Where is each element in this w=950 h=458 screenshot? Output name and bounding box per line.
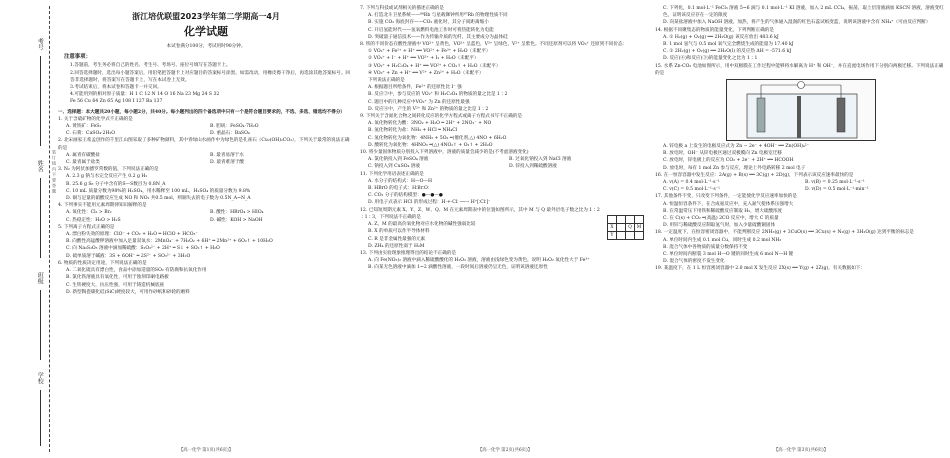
question-stem: 2. 北宋画家王希孟创作的千里江山图采取了多种矿物颜料，其中青绿山水画作中为绿色的是孔雀石（Cu₂(OH)₂CO₃），下列关于最常的说法正确的是 (58, 138, 350, 151)
option-a: A. 水分子的结构式：H—O—H (368, 178, 432, 184)
option-b: B. 1 mol 氢气与 0.5 mol 氧气完全燃烧生成的能量为 17.40 kJ (663, 42, 794, 48)
question-stem: 8. 铁的不同价态在酸性溶液中 VO²⁺ 呈黄色，VO²⁺ 呈蓝色，V³⁺ 呈绿色，V²⁺ 呈紫色。不同还原剂可以将 VO₂⁺ 还原到不同价态： (360, 42, 628, 48)
option-c: C. 单位时间内断裂 3 mol H—O 键的同时生成 6 mol N—H 键 (663, 252, 794, 258)
grid-cell (617, 216, 626, 224)
option-a: A. 单位时间内生成 0.1 mol Cu，同时生成 0.2 mol NH₃ (663, 237, 782, 243)
option-a: A. 氧化物转化为酸：3NO₂ + H₂O ═ 2H⁺ + 2NO₃⁻ + NO (368, 121, 492, 127)
battery-diagram (726, 79, 876, 141)
grid-cell (617, 224, 626, 232)
option-a: A. Z、M 的最高价氧化物对应水化物的碱性强弱比较 (368, 222, 476, 228)
option-d: D. 向某盐溶液中加入 NaOH 溶液，加热，将产生的气体通入湿润的红色石蕊试纸变蓝，说明该溶液中含有 NH₄⁺（可由反应判断） (663, 20, 931, 26)
question-4 (58, 202, 354, 224)
grid-cell: Q (626, 224, 635, 232)
option-d: D. 突破量子通信技术——作为传输介质的光纤，其主要成分为晶体硅 (368, 34, 508, 40)
option-a: A. 漂白粉失效的原理：ClO⁻ + CO₂ + H₂O ═ HClO + HCO₃⁻ (66, 232, 198, 238)
option-a: A. 氯化钠投入到 FeSO₄ 溶液 (368, 157, 429, 163)
question-stem: 15. 水系 Zn-CO₂ 电池如图所示，用中双极膜在工作过程中能够将水解离为 H⁺ 和 OH⁻，并在直流电场作用下分别向两极迁移。下列说法正确的是 (655, 63, 944, 76)
option-c: C. CO₂ 分子的结构模型：●—●—● (368, 193, 443, 199)
grid-cell (617, 232, 626, 240)
reaction-1: ① VO₂⁺ + Fe²⁺ + H⁺ ══ VO²⁺ + Fe³⁺ + H₂O（未配平） (368, 49, 491, 55)
option-d: D. 混合气体的密度不发生变化 (663, 259, 725, 265)
question-stem: 10. 将少量固体物质分别投入下列溶液中，溶液的质量会减少的是(不考虑溶液变化) (360, 150, 529, 156)
question-stem: 18. 一定温度下，在恒容密闭容器中，不能判断反应 2NH₃(g) + 3CuO(s) ══ 3Cu(s) + N₂(g) + 3H₂O(g) 达到平衡的标志是 (655, 230, 914, 236)
grid-cell: M (635, 224, 644, 232)
option-c: C. v(C) = 0.5 mol·L⁻¹·s⁻¹ (663, 187, 720, 193)
option-c: C. 热稳定性：H₂O > H₂S (66, 217, 121, 223)
question-2 (58, 137, 354, 166)
option-a: A. v(A) = 0.4 mol·L⁻¹·s⁻¹ (663, 180, 720, 186)
option-b: B. 氯化铁溶液具有氧化性，可用于蚀刻印刷电路板 (66, 275, 169, 281)
option-c: C. 下列化，0.1 mol·L⁻¹ FeCl₃ 溶液 5~6 滴与 0.1 mol·L⁻¹ KI 溶液，加入 2 mL CCl₄，振荡，取上层清液滴加 KSCN 溶液，溶液变红色，证明该反应存在一定的限度 (663, 6, 944, 19)
question-stem: 11. 下列化学用语表述正确的是 (360, 171, 424, 177)
page-footer: 【高一化学 第1页(共6页)】 (178, 447, 234, 453)
question-16 (655, 172, 947, 194)
question-stem: 6. 物质的性质决定用途，下列说法正确的是 (58, 260, 147, 266)
notes-item: 4.可能用到的相对原子质量：H 1 C 12 N 14 O 16 Na 23 Mg 24 S 32 (70, 92, 220, 98)
margin-fill-line (40, 390, 41, 446)
grid-cell (635, 232, 644, 240)
option-a: A. 属青有碳酸盐 (66, 152, 100, 158)
question-15 (655, 63, 947, 172)
question-stem: 4. 下列事实不能用元素周期律知识解释的是 (58, 203, 147, 209)
question-17 (655, 193, 947, 229)
question-stem: 19. 某温度下，在 1 L 恒容密闭容器中 2.0 mol X 发生反应 2X(s) ══ Y(g) + 2Z(g)，有关数据如下： (655, 266, 865, 272)
reaction-4: ④ VO₂⁺ + Zn + H⁺ ══ V²⁺ + Zn²⁺ + H₂O（未配平） (368, 70, 484, 76)
reaction-3: ③ VO₂⁺ + H₂C₂O₄ + H⁺ ══ VO²⁺ + CO₂↑ + H₂O（未配平） (368, 63, 501, 69)
notes-item: 1.答题前，考生务必将自己的姓名、考生号、考场号、座位号填写在答题卡上。 (70, 63, 231, 69)
margin-warning: 装 订 线 内 不 要 答 题 (52, 150, 57, 193)
option-a: A. ① H₂(g) + O₂(g) ══ 2H₂O(g) 该反应放出 483.6 kJ (663, 34, 779, 40)
option-b: B. 在常温常压下用铁和稀硫酸反应制取 H₂，增大硫酸浓度 (663, 208, 783, 214)
margin-label-school: 学校 (36, 372, 44, 384)
exam-page-1 (58, 0, 354, 458)
grid-cell: Y (608, 232, 617, 240)
question-stem: 17. 其他条件不变，只改变下列条件，一定能使化学反应速率加快的是 (655, 194, 797, 200)
periodic-table-figure (607, 215, 644, 240)
margin-label-name: 姓名 (36, 160, 44, 172)
option-c: C. R 是非金属性最强的元素 (368, 236, 426, 242)
question-6 (58, 260, 354, 296)
notes-item: Fe 56 Cu 64 Zn 65 Ag 108 I 127 Ba 137 (70, 99, 163, 105)
question-14 (655, 27, 947, 63)
question-5 (58, 224, 354, 260)
grid-cell (608, 216, 617, 224)
margin-fill-line (40, 178, 41, 258)
question-stem: 1. 关于含硫矿物的化学式不正确的是 (58, 116, 133, 122)
option-d: D. 用电子式表示 HCl 的形成过程：H·+·Cl∶ ──→ H⁺[∶Cl∶]⁻ (368, 200, 491, 206)
option-c: C. 10 mL 质量分数为98%的 H₂SO₄，用水稀释至 100 mL，H₂SO₄ 的质量分数为 9.8% (66, 188, 251, 194)
grid-cell: X (608, 224, 617, 232)
option-d: D. 最青难溶于酸 (210, 160, 245, 166)
option-a: A. 向 Fe(NO₃)₂ 溶液中滴入稀硫酸酸化的 H₂O₂ 溶液，溶液由浅绿色变为黄色，说明 H₂O₂ 氧化性大于 Fe³⁺ (368, 258, 590, 264)
question-stem: 3. N₂ 为阿伏加德罗常数的值，下列说法正确的是 (58, 167, 159, 173)
question-10 (360, 149, 650, 171)
question-13-continued (655, 5, 947, 27)
question-18 (655, 229, 947, 265)
exam-page-2 (360, 0, 650, 458)
option-b: B. 混合气体中各物质的质量分数保持不变 (663, 244, 748, 250)
option-a: A. 恒温恒容条件下，在合成氨反应中，充入氮气使体系压强增大 (663, 201, 794, 207)
option-d: D. 放电时，每有 1 mol Zn 参与反应，理论上外电路转移 2 mol 电子 (663, 165, 806, 171)
question-7 (360, 5, 650, 41)
page-footer: 【高一化学 第2页(共6页)】 (477, 447, 533, 453)
option-b: B. 向某无色溶液中滴加 1~2 滴酸性溶液，一段时间后溶液仍呈无色，证明该溶液还原性 (368, 265, 548, 271)
option-c: C. 石膏：CaSO₄·2H₂O (66, 131, 116, 137)
option-b: B. v(B) = 0.25 mol·L⁻¹·s⁻¹ (805, 180, 865, 186)
option-c: C. 最青属于盐类 (66, 160, 100, 166)
option-d: D. 新型陶瓷碳化硅(SiC)硬度较大，可用作砂纸和砂轮的磨料 (66, 289, 190, 295)
binding-dashed-line (49, 6, 50, 452)
question-9 (360, 113, 650, 149)
page-footer: 【高一化学 第3页(共6页)】 (773, 447, 829, 453)
battery-diagram-svg (727, 80, 877, 142)
option-a: A. 根据题目所给条件，Fe²⁺ 的还原性比 I⁻ 强 (368, 85, 462, 91)
option-d: D. 用锌与稀硫酸反应制取氢气时，加入少量硫酸铜固体 (663, 223, 776, 229)
option-d: D. 碱性：KOH > NaOH (210, 217, 263, 223)
option-a: A. 打造北斗卫星系统——⁸⁸Rb 与星载铷钟所用⁸⁷Rb 的物理性质不同 (368, 13, 508, 19)
option-c: C. 在 C(s) + CO₂ ═(高温) 2CO 反应中，增大 C 的质量 (663, 216, 779, 222)
question-stem: 16. 在一恒容容器中发生反应：2A(g) + B(s) ══ 3C(g) + 2D(g)，下列表示该反应速率最快的是 (655, 172, 854, 178)
margin-label-kaohao: 考号 (36, 38, 44, 50)
reaction-2: ② VO₂⁺ + I⁻ + H⁺ ══ VO²⁺ + I₂ + H₂O（未配平） (368, 56, 479, 62)
option-c: C. 放电时，锌电极上的反应为 CO₂ + 2e⁻ + 2H⁺ ══ HCOOH (663, 158, 794, 164)
grid-cell (626, 216, 635, 224)
section-heading: 一、选择题：本大题共20小题，每小题2分，共40分。每小题列出的四个备选项中只有一个是符合题目要求的，不选、多选、错选均不得分） (58, 109, 346, 115)
question-8 (360, 41, 650, 113)
option-b: B. 胆矾：FeSO₄·7H₂O (210, 124, 259, 130)
grid-cell (635, 216, 644, 224)
option-c: C. ① 2H₂(g) + O₂(g) ══ 2H₂O(l) 的反应热 ΔH = -571.6 kJ (663, 49, 792, 55)
option-d: D. ZH₄ 的还原性弱于 H₂M (368, 243, 425, 249)
option-d: D. 酸转化为氧化物：4HNO₃ ═(△) 4NO₂↑ + O₂↑ + 2H₂O (368, 142, 493, 148)
option-d: D. 重晶石：BaSO₄ (210, 131, 250, 137)
option-d: D. 反应④中，产生的 V²⁺ 和 Zn²⁺ 的物质的量之比是 1∶2 (368, 106, 489, 112)
option-b: B. 向酸性高锰酸钾溶液中加入足量双氧水：2MnO₄⁻ + 7H₂O₂ + 6H⁺ ═ 2Mn²⁺ + 6O₂↑ + 10H₂O (66, 239, 273, 245)
option-a: A. 二氧化硫具有漂白性，食品中添加适量的SO₂ 有防腐和抗氧化作用 (66, 268, 207, 274)
option-a: A. 2.3 g 钠与水完全反应产生 0.2 g H₂ (66, 174, 148, 180)
option-a: A. 氧化性：Cl₂ > Br₂ (66, 210, 112, 216)
question-stem: 7. 下列与科技或试剂相关的描述正确的是 (360, 6, 444, 11)
question-13 (360, 250, 650, 272)
notes-item: 3.考试结束后，将本试卷和答题卡一并交回。 (70, 85, 162, 91)
option-d: D. 铜与足量的硝酸反应生成 NO 和 NO₂ 共0.5 mol，则铜失去的电子数为 0.5N_A~N_A (66, 196, 251, 202)
exam-subject: 化学试题 (184, 25, 228, 38)
question-stem: 14. 根据不同聚集态的物质的能量变化，下列判断正确的是 (655, 27, 775, 33)
option-c: C. 开启氢能时代——氢氧燃料电池工作时可将热能转化为电能 (368, 27, 494, 33)
notes-heading: 注意事项： (64, 54, 91, 61)
option-a: A. 锌电极 a 上发生的电极反应式为 Zn − 2e⁻ + 4OH⁻ ══ Zn(OH)₄²⁻ (663, 144, 810, 150)
exam-title: 浙江培优联盟2023学年第二学期高一4月 (132, 12, 280, 21)
question-1 (58, 116, 354, 138)
option-d: D. 锌投入到稀硫酸溶液 (509, 164, 557, 170)
option-d: D. 反应(④)和反应(③)的能量变化之比为 1∶1 (663, 56, 758, 62)
option-b: B. 反应②中，参与反应的 VO₂⁺ 和 H₂C₂O₄ 的物质的量之比是 1∶2 (368, 92, 508, 98)
option-b: B. 25.6 g S₈ 分子中含有的S—S数目为 0.8N_A (66, 181, 166, 187)
option-b: B. 放电时，OH⁻ 从锌电极区通过双极膜向 Zn 电极室迁移 (663, 151, 782, 157)
option-b: B. 氢化物转化为盐：NH₃ + HCl ═ NH₄Cl (368, 128, 458, 134)
option-d: D. v(D) = 0.5 mol·L⁻¹·min⁻¹ (805, 187, 869, 193)
question-stem: 12. 已知短周期元素 X、Y、Z、W、Q、M 在元素周期表中的位置如图所示，其中 M 与 Q 最外层电子数之比为 1∶2 ∶1∶3，下列说法不正确的是 (360, 207, 600, 220)
option-c: C. 向 Na₂S₂O₃ 溶液中滴加稀硫酸：S₂O₃²⁻ + 2H⁺ ═ S↓ + SO₂↑ + H₂O (66, 246, 220, 252)
option-b: B. 实施 CO₂ 海底封存——CO₂ 液化时，其分子间距离缩小 (368, 20, 489, 26)
option-c: C. 氢化物转化为氧化物：4NH₃ + 5O₂ ═(催化剂,△) 4NO + 6H₂O (368, 135, 507, 141)
question-3 (58, 166, 354, 202)
question-stem: 9. 下列关于含氮化合物之间转化反应的化学方程式或离子方程式书写不正确的是 (360, 114, 523, 120)
option-b: B. 最青易溶于水 (210, 152, 244, 158)
option-b: B. HBrO 的电子式：H∶Br∶O∶ (368, 186, 430, 192)
exam-info: 本试卷满分100分，考试用时90分钟。 (166, 44, 246, 49)
option-d: D. 硫单质溶于碱液：3S + 6OH⁻ ═ 2S²⁻ + SO₃²⁻ + 3H₂O (66, 253, 191, 259)
question-11 (360, 171, 650, 207)
option-b: B. X 的单质可以作半导体材料 (368, 229, 430, 235)
margin-fill-line (40, 290, 41, 360)
question-prompt: 下列说法正确的是 (368, 78, 405, 84)
option-c: C. 钠投入到 CuSO₄ 溶液 (368, 164, 420, 170)
question-stem: 13. 下列由实验现象推理得出的结论不正确的是 (360, 250, 457, 256)
option-c: C. 题目中的几种反应中VO₂⁺ 为 Zn 的还原性最强 (368, 99, 470, 105)
question-12 (360, 207, 650, 250)
option-b: B. 酸性：HBrO₄ > HIO₄ (210, 210, 264, 216)
question-stem: 5. 下列离子方程式正确的是 (58, 224, 115, 230)
option-b: B. 过氧化钠投入到 NaCl 溶液 (509, 157, 572, 163)
exam-page-3 (655, 0, 947, 458)
margin-label-class: 班级 (36, 272, 44, 284)
option-c: C. 生铁硬度大，抗压性强，可用于铸造机械底座 (66, 282, 165, 288)
margin-fill-line (40, 56, 41, 146)
notes-item: 2.回答选择题时，选出每小题答案后，用铅笔把答题卡上对应题目的答案标号涂黑。如需改动，用橡皮擦干净后，再选涂其他答案标号。回答非选择题时，将答案写在答题卡上，写在本试卷上无效。 (70, 70, 351, 83)
grid-cell (626, 232, 635, 240)
binding-margin (0, 0, 58, 458)
question-19 (655, 265, 947, 272)
option-a: A. 黄铁矿：FeS₂ (66, 124, 102, 130)
